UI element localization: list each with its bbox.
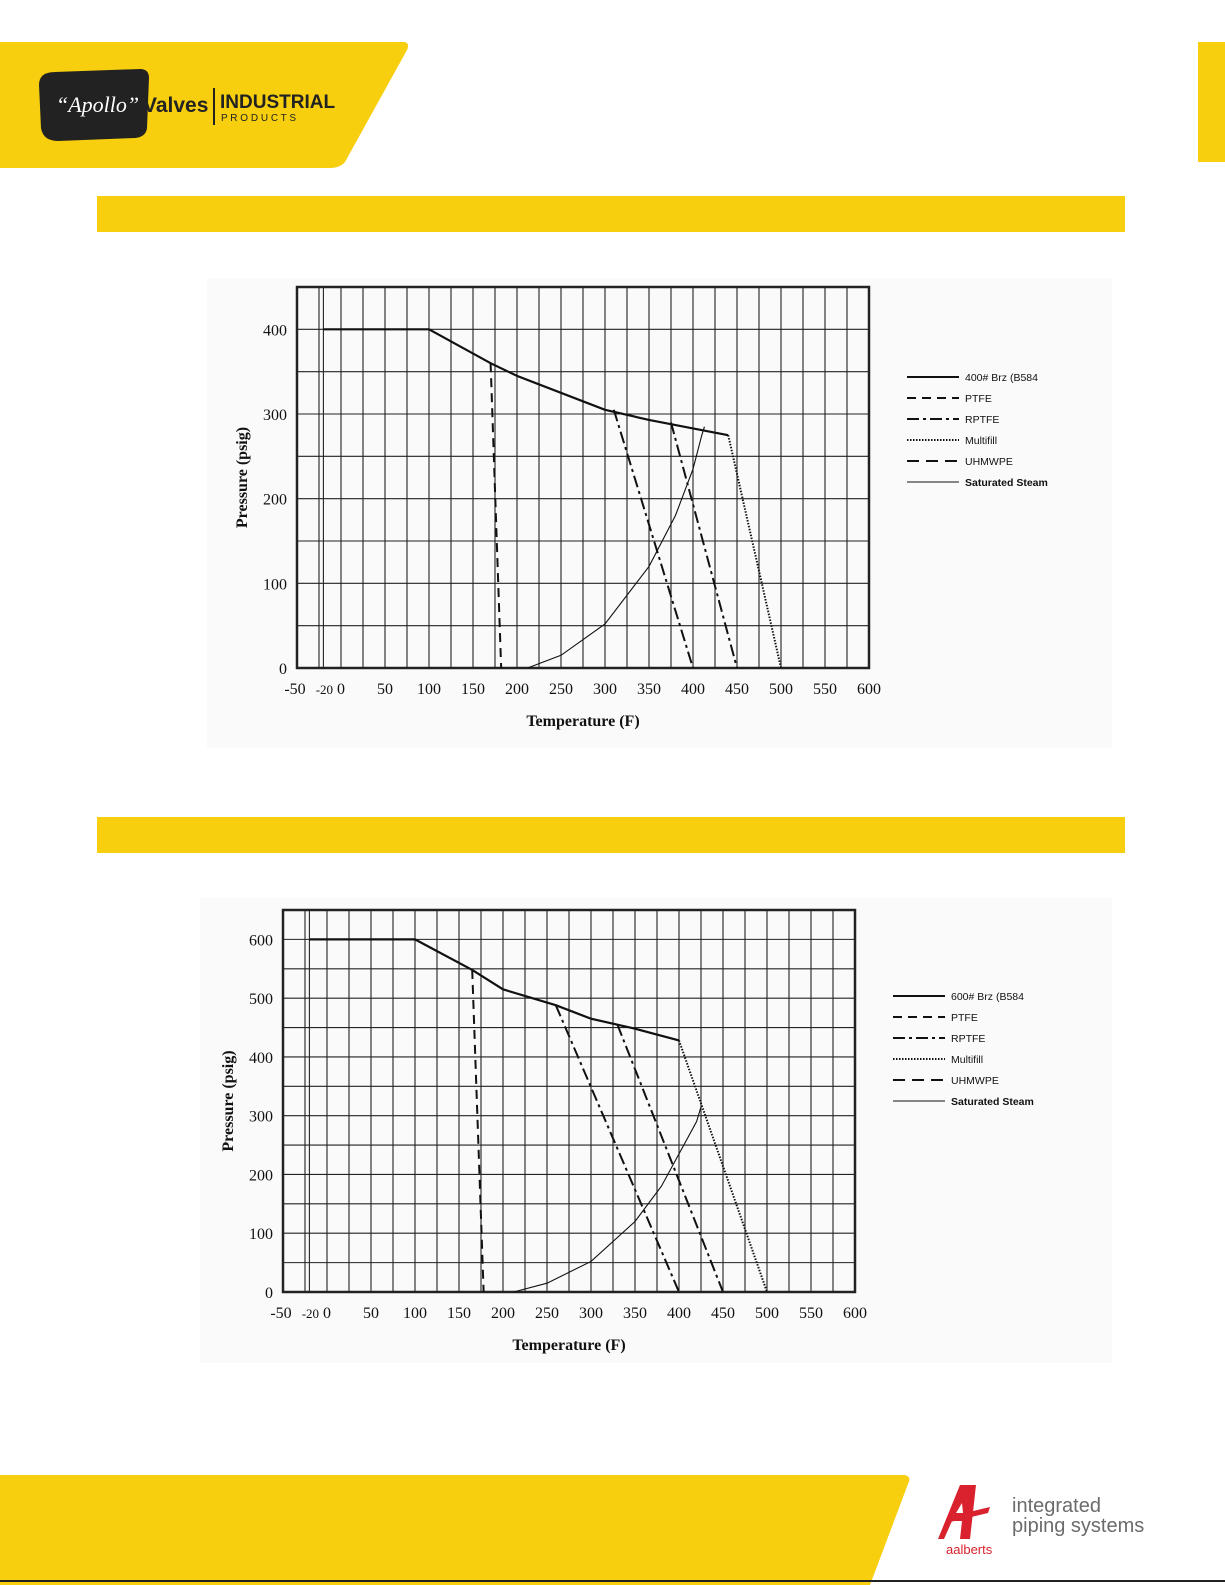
x-tick-label: -50 [270, 1305, 292, 1322]
legend-label: 600# Brz (B584 [951, 991, 1024, 1003]
header-banner [0, 0, 420, 170]
x-tick-label: 50 [377, 681, 393, 698]
legend-label: 400# Brz (B584 [965, 372, 1038, 384]
x-tick-label: -20 [301, 1306, 320, 1321]
x-tick-label: -20 [315, 682, 334, 697]
x-tick-label: 450 [725, 681, 749, 698]
series-line-ptfe [472, 970, 483, 1292]
chart-2-plot [220, 910, 867, 1354]
logo-valves-text: Valves [143, 94, 209, 117]
logo-industrial-text: INDUSTRIAL [220, 92, 336, 113]
chart-2-legend [893, 991, 1034, 1108]
x-tick-label: 100 [417, 681, 441, 698]
y-tick-label: 300 [249, 1108, 273, 1126]
series-line-rptfe [614, 410, 693, 668]
logo-apollo-text: “Apollo” [56, 92, 140, 117]
y-tick-label: 200 [263, 491, 287, 509]
x-tick-label: -50 [284, 681, 306, 698]
x-tick-label: 400 [681, 681, 705, 698]
series-line-multifill [728, 435, 781, 668]
edge-tab [1198, 42, 1225, 162]
x-tick-label: 250 [535, 1305, 559, 1322]
logo-products-text: P R O D U C T S [221, 113, 297, 124]
x-tick-label: 0 [337, 681, 345, 698]
x-tick-label: 150 [447, 1305, 471, 1322]
series-line-rptfe [556, 1005, 679, 1292]
legend-label: Saturated Steam [965, 477, 1048, 489]
x-tick-label: 100 [403, 1305, 427, 1322]
x-tick-label: 550 [813, 681, 837, 698]
x-tick-label: 50 [363, 1305, 379, 1322]
x-axis-label: Temperature (F) [526, 713, 640, 730]
series-line-saturated-steam [528, 427, 705, 668]
x-tick-label: 550 [799, 1305, 823, 1322]
legend-label: UHMWPE [965, 456, 1013, 468]
series-line-saturated-steam [514, 1107, 701, 1292]
x-tick-label: 600 [857, 681, 881, 698]
footer-banner [0, 1470, 920, 1585]
section-band-1 [97, 196, 1125, 232]
x-tick-label: 500 [755, 1305, 779, 1322]
legend-label: Saturated Steam [951, 1096, 1034, 1108]
legend-label: Multifill [965, 435, 998, 447]
x-axis-label: Temperature (F) [512, 1337, 626, 1354]
y-tick-label: 600 [249, 932, 273, 950]
x-tick-label: 600 [843, 1305, 867, 1322]
x-tick-label: 200 [505, 681, 529, 698]
y-tick-label: 100 [263, 576, 287, 594]
chart-1-legend [907, 372, 1048, 489]
legend-label: PTFE [965, 393, 992, 405]
series-line-ptfe [491, 363, 502, 668]
legend-label: PTFE [951, 1012, 978, 1024]
legend-label: RPTFE [951, 1033, 986, 1045]
series-line-600-brz-b584 [309, 939, 679, 1040]
aalberts-wordmark: aalberts [946, 1542, 993, 1557]
series-line-400-brz-b584 [323, 329, 728, 435]
x-tick-label: 150 [461, 681, 485, 698]
footer-bottom-rule [0, 1580, 1225, 1582]
section-band-2 [97, 817, 1125, 853]
y-tick-label: 300 [263, 407, 287, 424]
x-tick-label: 200 [491, 1305, 515, 1322]
x-tick-label: 350 [637, 681, 661, 698]
brand-tagline-line1: integrated [1012, 1495, 1101, 1517]
x-tick-label: 300 [593, 681, 617, 698]
y-tick-label: 0 [265, 1285, 273, 1302]
chart-1-plot [234, 287, 881, 730]
x-tick-label: 500 [769, 681, 793, 698]
aalberts-logo-icon [938, 1483, 994, 1541]
x-tick-label: 300 [579, 1305, 603, 1322]
pressure-temperature-chart-2 [200, 898, 1112, 1363]
y-axis-label: Pressure (psig) [234, 426, 251, 529]
legend-label: RPTFE [965, 414, 1000, 426]
y-tick-label: 200 [249, 1167, 273, 1185]
y-tick-label: 0 [279, 661, 287, 678]
y-tick-label: 400 [249, 1049, 273, 1067]
x-tick-label: 250 [549, 681, 573, 698]
pressure-temperature-chart-1 [207, 278, 1112, 748]
x-tick-label: 400 [667, 1305, 691, 1322]
y-axis-label: Pressure (psig) [220, 1050, 237, 1152]
series-line-rptfe [617, 1025, 723, 1292]
brand-tagline-line2: piping systems [1012, 1515, 1145, 1537]
x-tick-label: 350 [623, 1305, 647, 1322]
legend-label: UHMWPE [951, 1075, 999, 1087]
legend-label: Multifill [951, 1054, 984, 1066]
y-tick-label: 400 [263, 322, 287, 340]
y-tick-label: 100 [249, 1226, 273, 1244]
x-tick-label: 450 [711, 1305, 735, 1322]
y-tick-label: 500 [249, 991, 273, 1009]
x-tick-label: 0 [323, 1305, 331, 1322]
brand-tagline [1012, 1496, 1144, 1536]
